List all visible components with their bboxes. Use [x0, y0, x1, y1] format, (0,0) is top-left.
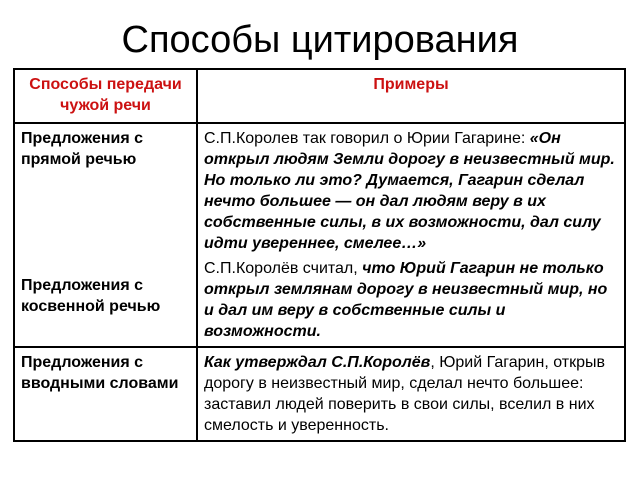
method-indirect-speech: Предложения с косвенной речью	[21, 277, 161, 315]
table-row	[14, 347, 625, 441]
example-direct-quote: «Он открыл людям Земли дорогу в неизвестный мир. Но только ли это? Думается, Гагарин сделал нечто большее — он дал людям веру в их собственные силы, в их возможности, дал силу идти увереннее, смелее…»	[204, 130, 615, 252]
example-parenthetical	[197, 347, 625, 441]
example-direct-plain: С.П.Королев так говорил о Юрии Гагарине:	[204, 130, 526, 147]
header-methods: Способы передачи чужой речи	[14, 69, 197, 123]
example-direct-speech	[204, 128, 618, 254]
citation-methods-table	[13, 68, 626, 442]
method-parenthetical: Предложения с вводными словами	[14, 347, 197, 441]
method-direct-speech: Предложения с прямой речью	[21, 130, 144, 168]
examples-cell	[197, 123, 625, 347]
header-examples: Примеры	[197, 69, 625, 123]
table-row	[14, 123, 625, 347]
table-header-row	[14, 69, 625, 123]
example-parenthetical-emph: Как утверждал С.П.Королёв	[204, 354, 431, 371]
spacer	[21, 170, 190, 275]
example-indirect-plain: С.П.Королёв считал,	[204, 260, 363, 277]
example-indirect-speech	[204, 258, 618, 342]
page-title: Способы цитирования	[121, 19, 519, 61]
methods-cell	[14, 123, 197, 347]
example-parenthetical-plain: , Юрий Гагарин, открыв дорогу в неизвестный мир, сделал нечто большее: заставил людей поверить в свои силы, вселил в них смелость и уверенность.	[204, 354, 605, 434]
example-indirect-quote: что Юрий Гагарин не только открыл землянам дорогу в неизвестный мир, но и дал им веру в собственные силы и возможности.	[204, 260, 608, 340]
